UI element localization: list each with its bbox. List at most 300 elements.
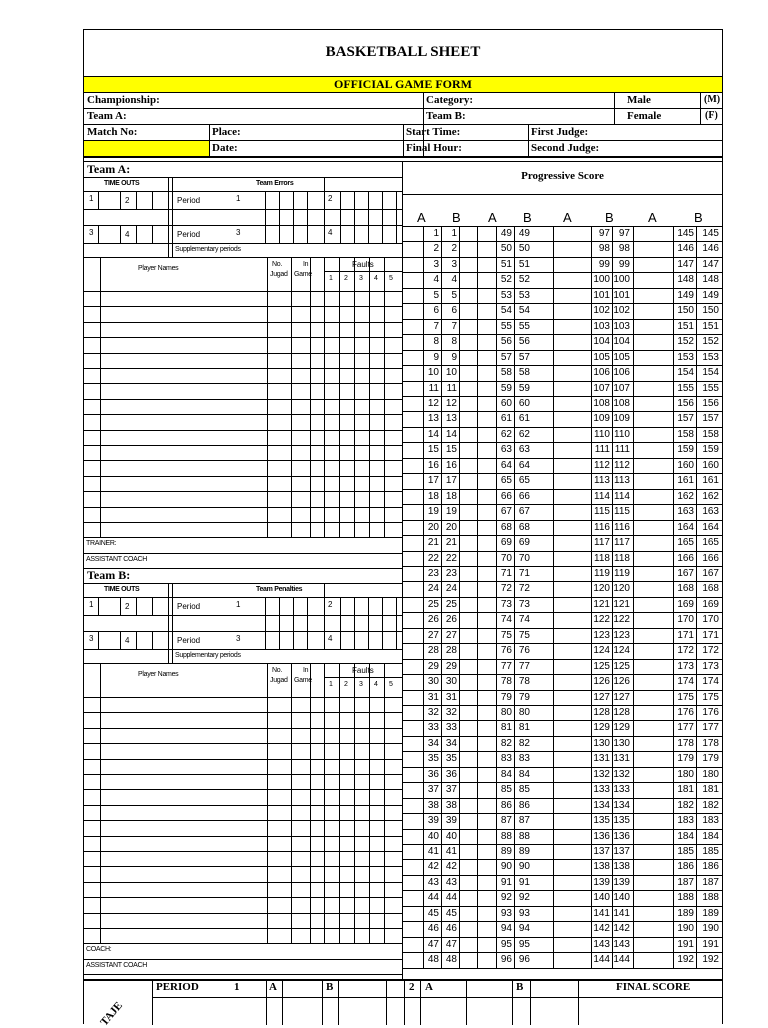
progressive-score-cell: 179 (702, 753, 719, 765)
footer-period-1: 1 (234, 981, 240, 993)
player-col-line (291, 663, 292, 943)
progressive-score-cell: 187 (677, 876, 694, 888)
progressive-score-cell: 42 (445, 861, 457, 873)
progressive-score-cell: 20 (427, 521, 439, 533)
progressive-score-cell: 116 (614, 521, 630, 533)
progressive-score-cell: 135 (593, 815, 610, 827)
progressive-score-cell: 116 (594, 521, 610, 533)
progressive-row-line (403, 581, 722, 582)
progressive-score-cell: 11 (446, 382, 457, 394)
progressive-score-cell: 53 (518, 289, 530, 301)
team-line (120, 631, 121, 649)
player-col-line (384, 257, 385, 537)
team-line (382, 597, 383, 649)
progressive-score-cell: 191 (702, 938, 719, 950)
timeout-1: 1 (89, 600, 94, 609)
progressive-score-cell: 43 (427, 876, 439, 888)
progressive-score-cell: 140 (613, 892, 630, 904)
fault-number: 5 (389, 275, 393, 282)
progressive-score-cell: 111 (594, 444, 610, 456)
team-line (279, 191, 280, 243)
player-row-line (84, 943, 402, 944)
progressive-score-cell: 179 (677, 753, 694, 765)
male-label: Male (627, 94, 651, 106)
progressive-score-cell: 97 (618, 228, 630, 239)
progressive-score-cell: 16 (445, 459, 457, 471)
progressive-score-cell: 82 (518, 737, 530, 749)
progressive-row-line (403, 303, 722, 304)
team-line (307, 597, 308, 649)
progressive-score-cell: 14 (445, 428, 457, 440)
progressive-score-cell: 168 (677, 583, 694, 595)
progressive-score-cell: 39 (427, 815, 439, 827)
player-col-line (310, 257, 311, 537)
progressive-score-cell: 104 (613, 336, 630, 348)
player-col-line (267, 663, 268, 943)
progressive-row-line (403, 427, 722, 428)
progressive-score-cell: 91 (518, 876, 530, 888)
progressive-score-cell: 117 (594, 537, 610, 548)
progressive-score-cell: 138 (613, 861, 630, 873)
progressive-score-cell: 107 (613, 382, 630, 394)
progressive-score-cell: 180 (702, 768, 719, 780)
team-line (324, 597, 325, 649)
progressive-score-cell: 136 (613, 830, 630, 842)
progressive-score-cell: 112 (594, 459, 610, 471)
progressive-score-cell: 111 (614, 444, 630, 456)
supplementary-label: Supplementary periods (175, 652, 241, 659)
progressive-score-cell: 16 (427, 459, 439, 471)
progressive-col-label: B (605, 210, 614, 225)
progressive-score-cell: 172 (677, 645, 694, 657)
progressive-score-cell: 162 (677, 490, 694, 502)
period-label: Period (177, 636, 201, 645)
progressive-score-cell: 131 (593, 753, 610, 765)
team-line (368, 191, 369, 243)
progressive-score-cell: 103 (593, 320, 610, 332)
progressive-score-cell: 13 (427, 413, 439, 425)
second-judge-label: Second Judge: (531, 142, 600, 154)
team-line (293, 191, 294, 243)
progressive-score-cell: 113 (614, 475, 630, 487)
progressive-score-cell: 164 (702, 521, 719, 533)
final-score-label: FINAL SCORE (616, 981, 691, 993)
progressive-score-cell: 100 (613, 274, 630, 286)
progressive-score-cell: 70 (518, 552, 530, 564)
progressive-score-cell: 6 (451, 305, 457, 317)
form-subtitle: OFFICIAL GAME FORM (334, 77, 472, 91)
progressive-score-cell: 35 (445, 753, 457, 765)
progressive-score-cell: 159 (702, 444, 719, 456)
progressive-score-cell: 75 (500, 629, 512, 641)
progressive-score-cell: 5 (451, 289, 457, 301)
progressive-score-cell: 113 (594, 475, 610, 487)
progressive-score-cell: 153 (702, 351, 719, 363)
progressive-score-cell: 94 (500, 923, 512, 935)
progressive-score-cell: 41 (427, 846, 439, 857)
player-col-line (369, 257, 370, 537)
progressive-score-cell: 192 (677, 954, 694, 966)
progressive-score-cell: 8 (433, 336, 439, 348)
progressive-score-cell: 51 (500, 258, 512, 270)
progressive-score-cell: 156 (677, 397, 694, 409)
team-line (324, 677, 402, 678)
team-b-label: Team B: (426, 110, 466, 122)
progressive-score-cell: 156 (702, 397, 719, 409)
progressive-score-cell: 43 (445, 876, 457, 888)
progressive-row-line (403, 365, 722, 366)
progressive-score-cell: 99 (618, 258, 630, 270)
team-line (120, 225, 121, 243)
progressive-score-cell: 23 (445, 567, 457, 579)
progressive-score-cell: 26 (445, 614, 457, 626)
progressive-row-line (403, 937, 722, 938)
footer-b2-label: B (516, 981, 524, 993)
fault-number: 2 (344, 275, 348, 282)
progressive-score-cell: 131 (613, 753, 630, 765)
progressive-score-cell: 74 (500, 614, 512, 626)
progressive-score-cell: 11 (428, 382, 439, 394)
progressive-score-cell: 76 (518, 645, 530, 657)
team-line (152, 191, 153, 209)
progressive-score-cell: 67 (518, 506, 530, 518)
progressive-score-cell: 144 (593, 954, 610, 966)
progressive-score-cell: 92 (500, 892, 512, 904)
progressive-score-cell: 31 (445, 691, 457, 703)
progressive-score-cell: 46 (427, 923, 439, 935)
progressive-score-cell: 64 (518, 459, 530, 471)
team-line (324, 191, 325, 243)
progressive-score-cell: 142 (593, 923, 610, 935)
progressive-score-cell: 9 (451, 351, 457, 363)
progressive-score-cell: 95 (518, 938, 530, 950)
sheet-title: BASKETBALL SHEET (325, 44, 481, 60)
progressive-score-cell: 84 (518, 768, 530, 780)
progressive-score-cell: 114 (594, 490, 610, 502)
progressive-score-cell: 96 (500, 954, 512, 966)
progressive-col-line (553, 226, 554, 968)
progressive-score-cell: 123 (613, 629, 630, 641)
progressive-score-cell: 134 (613, 799, 630, 811)
progressive-score-cell: 133 (613, 784, 630, 796)
progressive-row-line (403, 612, 722, 613)
in-label: In (303, 667, 309, 674)
progressive-score-cell: 59 (500, 382, 512, 394)
footer-side-label: TAJE (98, 999, 126, 1028)
progressive-col-line (459, 226, 460, 968)
date-label: Date: (212, 142, 238, 154)
progressive-score-cell: 28 (427, 645, 439, 657)
progressive-score-cell: 87 (518, 815, 530, 827)
progressive-row-line (403, 597, 722, 598)
progressive-score-cell: 101 (593, 289, 610, 301)
team-line (98, 225, 99, 243)
team-line (382, 191, 383, 243)
fault-number: 5 (389, 681, 393, 688)
progressive-row-line (403, 798, 722, 799)
team-line (307, 191, 308, 243)
progressive-score-cell: 59 (518, 382, 530, 394)
progressive-score-cell: 157 (702, 413, 719, 425)
progressive-score-cell: 138 (593, 861, 610, 873)
player-col-line (100, 663, 101, 943)
timeout-2: 2 (125, 196, 130, 205)
team-b-title: Team B: (87, 568, 131, 582)
match-no-label: Match No: (87, 126, 138, 138)
progressive-score-cell: 181 (677, 784, 694, 796)
progressive-score-cell: 186 (702, 861, 719, 873)
progressive-score-cell: 190 (702, 923, 719, 935)
progressive-score-cell: 151 (677, 320, 694, 332)
progressive-score-cell: 120 (593, 583, 610, 595)
progressive-score-cell: 185 (677, 846, 694, 857)
faults-label: Faults (352, 666, 374, 675)
team-line (340, 191, 341, 243)
progressive-score-cell: 15 (427, 444, 439, 456)
fault-number: 1 (329, 275, 333, 282)
progressive-score-cell: 105 (593, 351, 610, 363)
progressive-score-cell: 166 (677, 552, 694, 564)
progressive-row-line (403, 813, 722, 814)
jugad-label: Jugad (270, 677, 288, 684)
progressive-row-line (403, 674, 722, 675)
progressive-score-cell: 155 (702, 382, 719, 394)
progressive-score-cell: 157 (677, 413, 694, 425)
progressive-score-cell: 176 (702, 707, 719, 718)
team-line (120, 597, 121, 615)
progressive-score-cell: 152 (702, 336, 719, 348)
progressive-score-cell: 62 (518, 428, 530, 440)
progressive-score-cell: 34 (427, 737, 439, 749)
progressive-score-cell: 44 (445, 892, 457, 904)
progressive-score-cell: 7 (433, 320, 439, 332)
team-line (324, 583, 325, 597)
progressive-score-cell: 121 (593, 598, 610, 610)
progressive-score-cell: 173 (677, 660, 694, 672)
progressive-score-cell: 33 (445, 722, 457, 734)
team-line (84, 553, 402, 554)
team-line (136, 225, 137, 243)
progressive-score-cell: 69 (500, 537, 512, 548)
team-line (152, 631, 153, 649)
progressive-score-cell: 20 (445, 521, 457, 533)
final-hour-label: Final Hour: (406, 142, 462, 154)
progressive-score-cell: 108 (613, 397, 630, 409)
progressive-score-cell: 10 (427, 367, 439, 378)
progressive-score-cell: 172 (702, 645, 719, 657)
progressive-score-cell: 49 (518, 228, 530, 239)
progressive-score-cell: 182 (677, 799, 694, 811)
progressive-score-cell: 191 (677, 938, 694, 950)
progressive-row-line (403, 968, 722, 969)
quarter-2: 2 (328, 600, 333, 609)
progressive-score-cell: 79 (518, 691, 530, 703)
period-label: Period (177, 196, 201, 205)
progressive-score-cell: 175 (702, 691, 719, 703)
fault-number: 4 (374, 275, 378, 282)
progressive-score-cell: 142 (613, 923, 630, 935)
player-col-line (354, 663, 355, 943)
progressive-score-cell: 72 (500, 583, 512, 595)
progressive-score-cell: 189 (702, 907, 719, 919)
team-line (98, 597, 99, 615)
progressive-score-cell: 139 (613, 876, 630, 888)
team-errors-label: Team Errors (256, 180, 294, 187)
progressive-score-cell: 174 (677, 676, 694, 687)
player-row-line (84, 537, 402, 538)
progressive-score-cell: 170 (677, 614, 694, 626)
progressive-score-cell: 124 (613, 645, 630, 657)
team-line (172, 583, 173, 663)
male-code: (M) (704, 94, 721, 105)
faults-label: Faults (352, 260, 374, 269)
progressive-score-cell: 164 (677, 521, 694, 533)
no-label: No. (272, 261, 282, 268)
progressive-score-cell: 167 (677, 567, 694, 579)
team-line (84, 649, 402, 650)
progressive-score-cell: 85 (518, 784, 530, 796)
progressive-score-cell: 68 (518, 521, 530, 533)
progressive-score-cell: 1 (451, 228, 457, 239)
progressive-score-cell: 4 (433, 274, 439, 286)
progressive-score-cell: 54 (518, 305, 530, 317)
progressive-score-cell: 2 (451, 243, 457, 255)
time-outs-label: TIME OUTS (104, 180, 140, 187)
progressive-score-cell: 83 (500, 753, 512, 765)
progressive-score-cell: 176 (677, 707, 694, 718)
progressive-score-cell: 169 (702, 598, 719, 610)
progressive-score-cell: 56 (518, 336, 530, 348)
progressive-score-cell: 33 (427, 722, 439, 734)
progressive-score-cell: 60 (500, 397, 512, 409)
progressive-score-cell: 146 (702, 243, 719, 255)
timeout-4: 4 (125, 636, 130, 645)
progressive-score-cell: 37 (445, 784, 457, 796)
footer-period-label: PERIOD (156, 981, 199, 993)
progressive-score-cell: 88 (500, 830, 512, 842)
assistant-coach-label: ASSISTANT COACH (86, 555, 147, 563)
progressive-score-cell: 104 (593, 336, 610, 348)
progressive-score-cell: 166 (702, 552, 719, 564)
progressive-row-line (403, 473, 722, 474)
progressive-score-cell: 74 (518, 614, 530, 626)
progressive-score-cell: 12 (445, 397, 457, 409)
progressive-score-cell: 89 (500, 846, 512, 857)
progressive-score-cell: 110 (594, 428, 610, 440)
progressive-row-line (403, 782, 722, 783)
progressive-score-cell: 117 (614, 537, 630, 548)
progressive-score-cell: 22 (445, 552, 457, 564)
progressive-score-cell: 52 (518, 274, 530, 286)
progressive-score-cell: 140 (593, 892, 610, 904)
progressive-score-cell: 81 (518, 722, 530, 734)
fault-number: 2 (344, 681, 348, 688)
progressive-score-cell: 85 (500, 784, 512, 796)
progressive-score-cell: 72 (518, 583, 530, 595)
progressive-score-cell: 24 (427, 583, 439, 595)
progressive-score-cell: 30 (445, 676, 457, 687)
progressive-score-cell: 7 (451, 320, 457, 332)
progressive-score-cell: 148 (677, 274, 694, 286)
footer-a2-label: A (425, 981, 433, 993)
progressive-row-line (403, 736, 722, 737)
team-line (324, 271, 402, 272)
team-line (354, 191, 355, 243)
progressive-score-title: Progressive Score (521, 170, 604, 182)
progressive-score-cell: 13 (445, 413, 457, 425)
team-line (396, 191, 397, 243)
progressive-col-line (633, 226, 634, 968)
progressive-score-cell: 174 (702, 676, 719, 687)
category-label: Category: (426, 94, 474, 106)
match-no-highlight (84, 141, 209, 156)
progressive-score-cell: 75 (518, 629, 530, 641)
progressive-score-cell: 129 (613, 722, 630, 734)
progressive-score-cell: 146 (677, 243, 694, 255)
progressive-score-cell: 93 (518, 907, 530, 919)
progressive-score-cell: 54 (500, 305, 512, 317)
period-3: 3 (236, 634, 241, 643)
progressive-score-cell: 90 (518, 861, 530, 873)
progressive-score-cell: 35 (427, 753, 439, 765)
progressive-score-cell: 46 (445, 923, 457, 935)
team-line (396, 597, 397, 649)
player-col-line (324, 663, 325, 943)
progressive-score-cell: 89 (518, 846, 530, 857)
footer-a-label: A (269, 981, 277, 993)
progressive-row-line (403, 411, 722, 412)
progressive-score-cell: 118 (594, 552, 610, 564)
progressive-score-cell: 147 (677, 258, 694, 270)
progressive-score-cell: 144 (613, 954, 630, 966)
progressive-score-cell: 84 (500, 768, 512, 780)
progressive-score-cell: 17 (427, 475, 439, 487)
fault-number: 3 (359, 275, 363, 282)
progressive-score-cell: 187 (702, 876, 719, 888)
progressive-score-cell: 38 (445, 799, 457, 811)
quarter-4: 4 (328, 228, 333, 237)
progressive-score-cell: 189 (677, 907, 694, 919)
progressive-score-cell: 150 (702, 305, 719, 317)
player-col-line (291, 257, 292, 537)
progressive-score-cell: 66 (500, 490, 512, 502)
progressive-score-cell: 4 (451, 274, 457, 286)
progressive-score-cell: 57 (518, 351, 530, 363)
progressive-score-cell: 19 (427, 506, 439, 518)
progressive-score-cell: 5 (433, 289, 439, 301)
progressive-score-cell: 21 (427, 537, 439, 548)
progressive-score-cell: 150 (677, 305, 694, 317)
progressive-score-cell: 86 (500, 799, 512, 811)
progressive-score-cell: 153 (677, 351, 694, 363)
timeout-3: 3 (89, 228, 94, 237)
progressive-score-cell: 110 (614, 428, 630, 440)
progressive-score-cell: 39 (445, 815, 457, 827)
progressive-score-cell: 82 (500, 737, 512, 749)
progressive-col-label: B (452, 210, 461, 225)
progressive-score-cell: 99 (598, 258, 610, 270)
team-line (172, 177, 173, 257)
team-line (152, 597, 153, 615)
progressive-row-line (403, 288, 722, 289)
progressive-score-cell: 60 (518, 397, 530, 409)
progressive-row-line (403, 690, 722, 691)
team-line (84, 568, 402, 569)
progressive-score-cell: 28 (445, 645, 457, 657)
progressive-score-cell: 162 (702, 490, 719, 502)
progressive-score-cell: 132 (593, 768, 610, 780)
progressive-score-cell: 125 (613, 660, 630, 672)
